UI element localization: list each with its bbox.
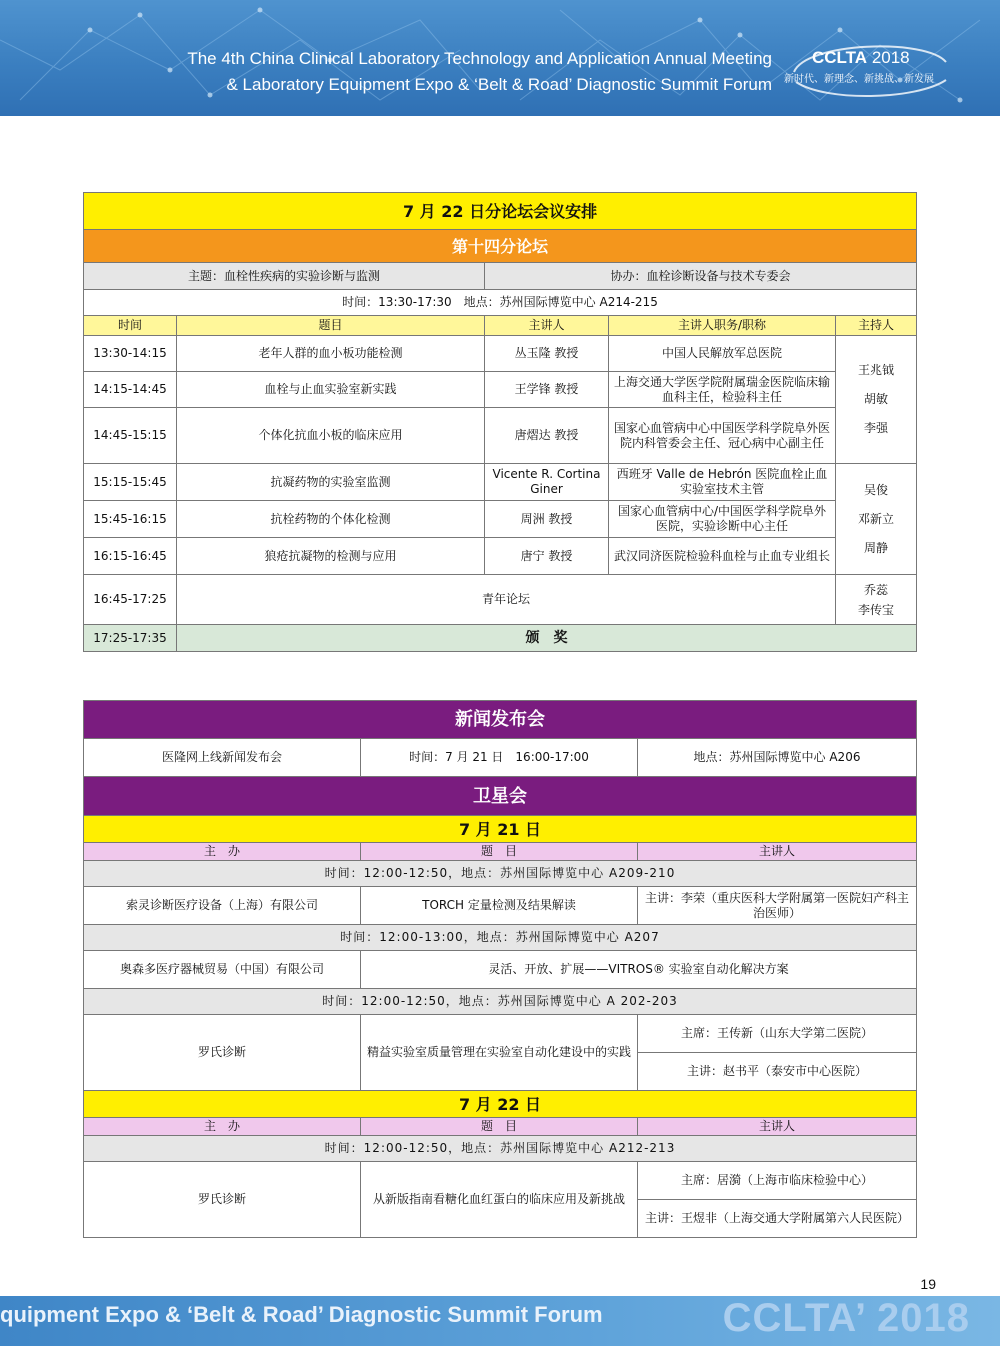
host-name: 李传宝 <box>858 602 895 617</box>
row-topic: 老年人群的血小板功能检测 <box>177 336 485 372</box>
table-row <box>84 464 917 501</box>
forum-column-headers <box>84 316 917 336</box>
session-host: 奥森多医疗器械贸易（中国）有限公司 <box>84 951 361 989</box>
session-topic: 灵活、开放、扩展——VITROS® 实验室自动化解决方案 <box>361 951 917 989</box>
forum-theme: 主题：血栓性疾病的实验诊断与监测 <box>84 263 485 290</box>
row-time: 15:15-15:45 <box>84 464 177 501</box>
table-row <box>84 1162 917 1200</box>
row-speaker: 王学锋 教授 <box>485 372 609 408</box>
session-host: 罗氏诊断 <box>84 1015 361 1091</box>
host-name: 吴俊 <box>864 482 889 497</box>
row-time: 16:15-16:45 <box>84 538 177 575</box>
table-row <box>84 538 917 575</box>
forum-time-place: 时间：13:30-17:30 地点：苏州国际博览中心 A214-215 <box>84 290 917 316</box>
satellite-day2-column-headers <box>84 1118 917 1136</box>
session-host: 罗氏诊断 <box>84 1162 361 1238</box>
press-satellite-table <box>83 700 917 1238</box>
host-name: 周静 <box>864 540 889 555</box>
page-footer <box>0 1296 1000 1346</box>
session-time-place: 时间：12:00-13:00，地点：苏州国际博览中心 A207 <box>84 925 917 951</box>
col-header-speaker: 主讲人 <box>638 1118 917 1136</box>
session-time-place: 时间：12:00-12:50，地点：苏州国际博览中心 A 202-203 <box>84 989 917 1015</box>
header-line-2: & Laboratory Equipment Expo & ‘Belt & Road’ Diagnostic Summit Forum <box>226 75 772 94</box>
host-name: 乔蕊 <box>864 582 889 597</box>
row-position: 上海交通大学医学院附属瑞金医院临床输血科主任，检验科主任 <box>609 372 836 408</box>
youth-forum-time: 16:45-17:25 <box>84 575 177 625</box>
table-row <box>84 625 917 652</box>
row-position: 西班牙 Valle de Hebrón 医院血栓止血实验室技术主管 <box>609 464 836 501</box>
session-chair: 主席：王传新（山东大学第二医院） <box>638 1015 917 1053</box>
header-line-1: The 4th China Clinical Laboratory Technology and Application Annual Meeting <box>187 49 772 68</box>
host-name: 李强 <box>864 421 889 435</box>
logo-title: CCLTA 2018 <box>812 48 910 67</box>
col-header-time: 时间 <box>84 316 177 336</box>
row-speaker: 唐熠达 教授 <box>485 408 609 464</box>
award-title: 颁 奖 <box>177 625 917 652</box>
table-row <box>84 336 917 372</box>
col-header-speaker: 主讲人 <box>485 316 609 336</box>
forum-schedule-table <box>83 192 917 652</box>
session-topic: 精益实验室质量管理在实验室自动化建设中的实践 <box>361 1015 638 1091</box>
row-topic: 血栓与止血实验室新实践 <box>177 372 485 408</box>
session-time-place: 时间：12:00-12:50，地点：苏州国际博览中心 A209-210 <box>84 861 917 887</box>
col-header-speaker: 主讲人 <box>638 843 917 861</box>
row-speaker: 丛玉隆 教授 <box>485 336 609 372</box>
session-time-place: 时间：12:00-12:50，地点：苏州国际博览中心 A212-213 <box>84 1136 917 1162</box>
satellite-day1-column-headers <box>84 843 917 861</box>
press-place: 地点：苏州国际博览中心 A206 <box>638 739 917 777</box>
hosts-group-1 <box>836 336 917 464</box>
session-chair: 主席：居漪（上海市临床检验中心） <box>638 1162 917 1200</box>
table-row <box>84 372 917 408</box>
hosts-group-2 <box>836 464 917 575</box>
session-speaker: 主讲：王煜非（上海交通大学附属第六人民医院） <box>638 1200 917 1238</box>
col-header-host: 主 办 <box>84 843 361 861</box>
footer-brand: CCLTA’ 2018 <box>722 1296 970 1340</box>
col-header-topic: 题 目 <box>361 1118 638 1136</box>
row-time: 14:15-14:45 <box>84 372 177 408</box>
row-speaker: 周洲 教授 <box>485 501 609 538</box>
forum-subtitle: 第十四分论坛 <box>84 230 917 263</box>
table-row <box>84 887 917 925</box>
row-speaker: Vicente R. Cortina Giner <box>485 464 609 501</box>
row-position: 中国人民解放军总医院 <box>609 336 836 372</box>
footer-text: quipment Expo & ‘Belt & Road’ Diagnostic Summit Forum <box>0 1302 603 1327</box>
col-header-host: 主持人 <box>836 316 917 336</box>
award-time: 17:25-17:35 <box>84 625 177 652</box>
satellite-day2-date: 7 月 22 日 <box>84 1091 917 1118</box>
col-header-topic: 题目 <box>177 316 485 336</box>
table-row <box>84 501 917 538</box>
row-topic: 抗栓药物的个体化检测 <box>177 501 485 538</box>
row-topic: 个体化抗血小板的临床应用 <box>177 408 485 464</box>
table-row <box>84 1015 917 1053</box>
page-header <box>0 0 1000 116</box>
press-time: 时间：7 月 21 日 16:00-17:00 <box>361 739 638 777</box>
session-topic: 从新版指南看糖化血红蛋白的临床应用及新挑战 <box>361 1162 638 1238</box>
row-time: 14:45-15:15 <box>84 408 177 464</box>
page-number: 19 <box>920 1276 936 1292</box>
row-position: 国家心血管病中心中国医学科学院阜外医院内科管委会主任、冠心病中心副主任 <box>609 408 836 464</box>
row-topic: 狼疮抗凝物的检测与应用 <box>177 538 485 575</box>
youth-forum-title: 青年论坛 <box>177 575 836 625</box>
table-row <box>84 575 917 625</box>
session-topic: TORCH 定量检测及结果解读 <box>361 887 638 925</box>
forum-date-title: 7 月 22 日分论坛会议安排 <box>84 193 917 230</box>
table-row <box>84 408 917 464</box>
session-host: 索灵诊断医疗设备（上海）有限公司 <box>84 887 361 925</box>
logo-slogan: 新时代、新理念、新挑战、新发展 <box>784 74 934 85</box>
host-name: 胡敏 <box>864 392 889 406</box>
press-name: 医隆网上线新闻发布会 <box>84 739 361 777</box>
youth-forum-hosts <box>836 575 917 625</box>
table-row <box>84 951 917 989</box>
row-time: 15:45-16:15 <box>84 501 177 538</box>
col-header-position: 主讲人职务/职称 <box>609 316 836 336</box>
col-header-topic: 题 目 <box>361 843 638 861</box>
session-speaker: 主讲：李荣（重庆医科大学附属第一医院妇产科主治医师） <box>638 887 917 925</box>
col-header-host: 主 办 <box>84 1118 361 1136</box>
satellite-day1-date: 7 月 21 日 <box>84 816 917 843</box>
row-time: 13:30-14:15 <box>84 336 177 372</box>
forum-co-organizer: 协办：血栓诊断设备与技术专委会 <box>485 263 917 290</box>
row-position: 国家心血管病中心/中国医学科学院阜外医院，实验诊断中心主任 <box>609 501 836 538</box>
host-name: 邓新立 <box>858 511 895 526</box>
session-speaker: 主讲：赵书平（泰安市中心医院） <box>638 1053 917 1091</box>
satellite-title: 卫星会 <box>84 777 917 816</box>
press-title: 新闻发布会 <box>84 701 917 739</box>
row-speaker: 唐宁 教授 <box>485 538 609 575</box>
row-position: 武汉同济医院检验科血栓与止血专业组长 <box>609 538 836 575</box>
host-name: 王兆钺 <box>858 363 895 377</box>
row-topic: 抗凝药物的实验室监测 <box>177 464 485 501</box>
